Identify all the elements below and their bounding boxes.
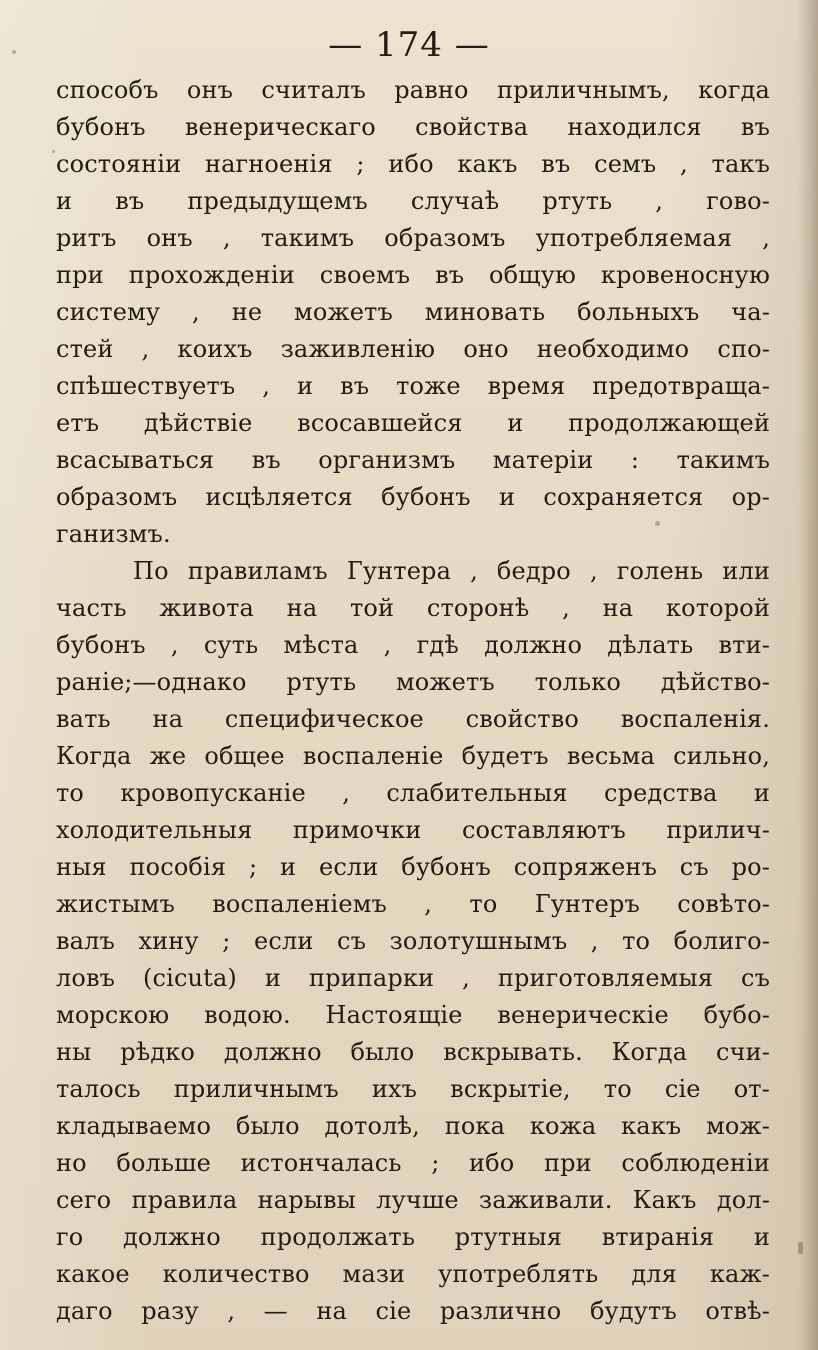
text-line: жистымъ воспаленіемъ , то Гунтеръ совѣто- bbox=[56, 890, 770, 918]
text-line: даго разу , — на сіе различно будутъ отвѣ- bbox=[56, 1297, 770, 1325]
text-line: холодительныя примочки составляютъ прилич- bbox=[56, 816, 770, 844]
text-line: какое количество мази употреблять для каж- bbox=[56, 1260, 770, 1288]
text-line: спѣшествуетъ , и въ тоже время предотвраща- bbox=[56, 372, 770, 400]
paper-speck bbox=[52, 150, 55, 153]
text-line: и въ предыдущемъ случаѣ ртуть , гово- bbox=[56, 187, 770, 215]
text-line: то кровопусканіе , слабительныя средства и bbox=[56, 779, 770, 807]
page-binding-shadow bbox=[798, 0, 818, 1350]
page-number: — 174 — bbox=[328, 25, 490, 65]
text-line: валъ хину ; если съ золотушнымъ , то болиго- bbox=[56, 927, 770, 955]
text-line: морскою водою. Настоящіе венерическіе бубо- bbox=[56, 1001, 770, 1029]
paper-speck bbox=[798, 1242, 803, 1254]
text-line: состояніи нагноенія ; ибо какъ въ семъ , такъ bbox=[56, 150, 770, 178]
text-line: раніе;—однако ртуть можетъ только дѣйство- bbox=[56, 668, 770, 696]
text-line: часть живота на той сторонѣ , на которой bbox=[56, 594, 770, 622]
text-line: ныя пособія ; и если бубонъ сопряженъ съ ро- bbox=[56, 853, 770, 881]
text-line: сего правила нарывы лучше заживали. Какъ дол- bbox=[56, 1186, 770, 1214]
text-line: По правиламъ Гунтера , бедро , голень или bbox=[133, 557, 770, 585]
text-line: стей , коихъ заживленію оно необходимо спо- bbox=[56, 335, 770, 363]
text-line: ритъ онъ , такимъ образомъ употребляемая , bbox=[56, 224, 770, 252]
text-line: бубонъ венерическаго свойства находился въ bbox=[56, 113, 770, 141]
text-line: го должно продолжать ртутныя втиранія и bbox=[56, 1223, 770, 1251]
text-line: ганизмъ. bbox=[56, 520, 171, 548]
text-line: способъ онъ считалъ равно приличнымъ, когда bbox=[56, 76, 770, 104]
text-line: образомъ исцѣляется бубонъ и сохраняется ор- bbox=[56, 483, 770, 511]
text-line: талось приличнымъ ихъ вскрытіе, то сіе от- bbox=[56, 1075, 770, 1103]
text-line: етъ дѣйствіе всосавшейся и продолжающей bbox=[56, 409, 770, 437]
text-line: кладываемо было дотолѣ, пока кожа какъ мож- bbox=[56, 1112, 770, 1140]
text-line: вать на специфическое свойство воспаленія. bbox=[56, 705, 770, 733]
text-line: ны рѣдко должно было вскрывать. Когда счи- bbox=[56, 1038, 770, 1066]
text-line: систему , не можетъ миновать больныхъ ча- bbox=[56, 298, 770, 326]
text-line: Когда же общее воспаленіе будетъ весьма сильно, bbox=[56, 742, 770, 770]
text-line: при прохожденіи своемъ въ общую кровеносную bbox=[56, 261, 770, 289]
text-line: ловъ (cicuta) и припарки , приготовляемыя съ bbox=[56, 964, 770, 992]
page-body bbox=[56, 72, 770, 1330]
text-line: всасываться въ организмъ матеріи : такимъ bbox=[56, 446, 770, 474]
text-line: бубонъ , суть мѣста , гдѣ должно дѣлать вти- bbox=[56, 631, 770, 659]
text-line: но больше истончалась ; ибо при соблюденіи bbox=[56, 1149, 770, 1177]
